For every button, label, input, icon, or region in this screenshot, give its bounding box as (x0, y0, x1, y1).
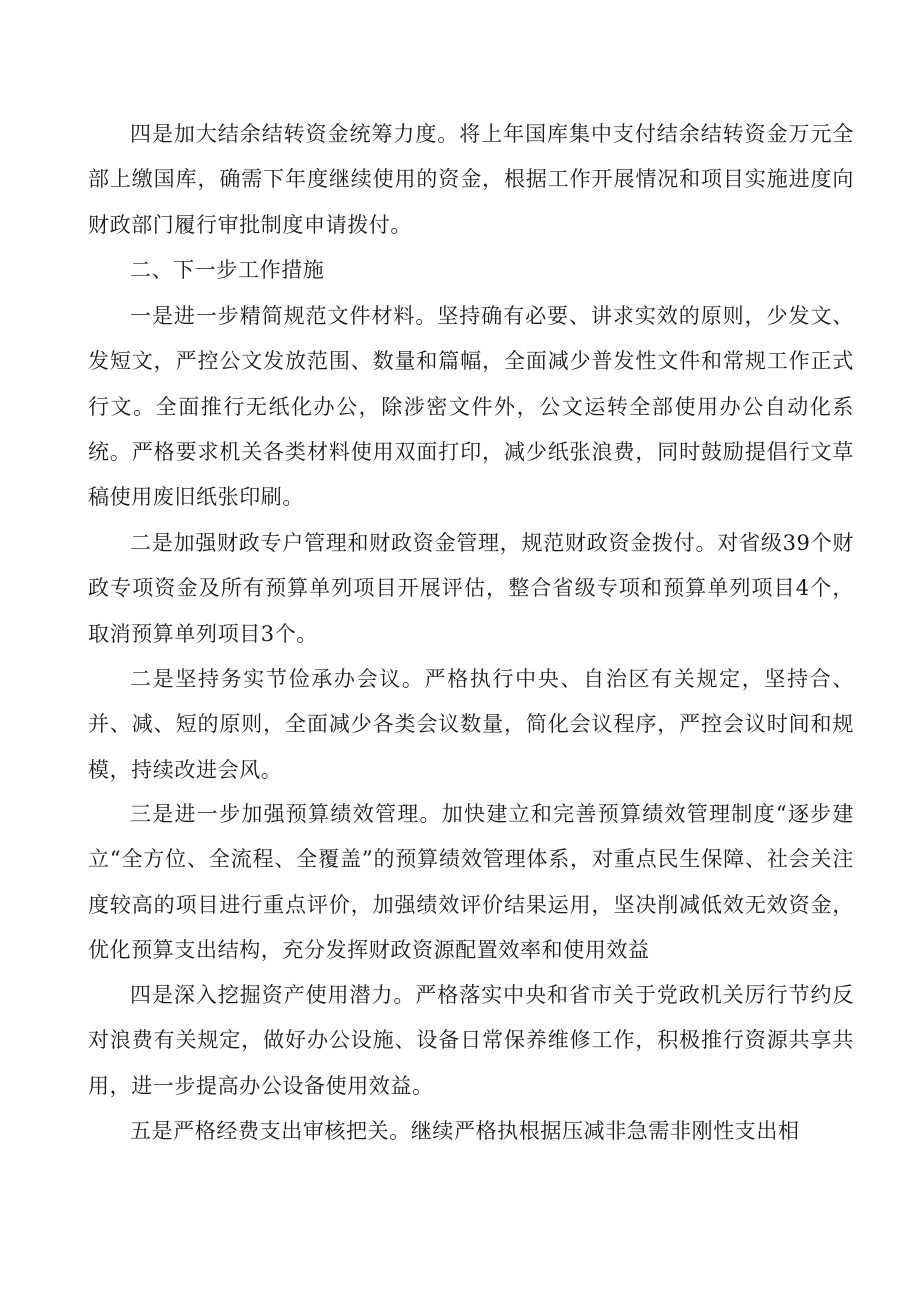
paragraph-fiscal-account-management: 二是加强财政专户管理和财政资金管理，规范财政资金拨付。对省级39个财政专项资金及所有预算单列项目开展评估，整合省级专项和预算单列项目4个，取消预算单列项目3个。 (88, 531, 854, 646)
paragraph-frugal-meetings: 二是坚持务实节俭承办会议。严格执行中央、自治区有关规定，坚持合、并、减、短的原则，全面减少各类会议数量，简化会议程序，严控会议时间和规模，持续改进会风。 (88, 667, 854, 782)
paragraph-expense-review: 五是严格经费支出审核把关。继续严格执根据压减非急需非刚性支出相 (130, 1119, 800, 1143)
paragraph-surplus-funds: 四是加大结余结转资金统筹力度。将上年国库集中支付结余结转资金万元全部上缴国库，确需下年度继续使用的资金，根据工作开展情况和项目实施进度向财政部门履行审批制度申请拨付。 (88, 122, 854, 237)
paragraph-asset-utilization: 四是深入挖掘资产使用潜力。严格落实中央和省市关于党政机关厉行节约反对浪费有关规定，做好办公设施、设备日常保养维修工作，积极推行资源共享共用，进一步提高办公设备使用效益。 (88, 983, 854, 1098)
paragraph-streamline-documents: 一是进一步精简规范文件材料。坚持确有必要、讲求实效的原则，少发文、发短文，严控公文发放范围、数量和篇幅，全面减少普发性文件和常规工作正式行文。全面推行无纸化办公，除涉密文件外，公文运转全部使用办公自动化系统。严格要求机关各类材料使用双面打印，减少纸张浪费，同时鼓励提倡行文草稿使用废旧纸张印刷。 (88, 304, 854, 510)
paragraph-budget-performance: 三是进一步加强预算绩效管理。加快建立和完善预算绩效管理制度“逐步建立“全方位、全流程、全覆盖”的预算绩效管理体系，对重点民生保障、社会关注度较高的项目进行重点评价，加强绩效评价结果运用，坚决削减低效无效资金，优化预算支出结构，充分发挥财政资源配置效率和使用效益 (88, 802, 854, 962)
section-heading-next-steps: 二、下一步工作措施 (130, 258, 325, 282)
